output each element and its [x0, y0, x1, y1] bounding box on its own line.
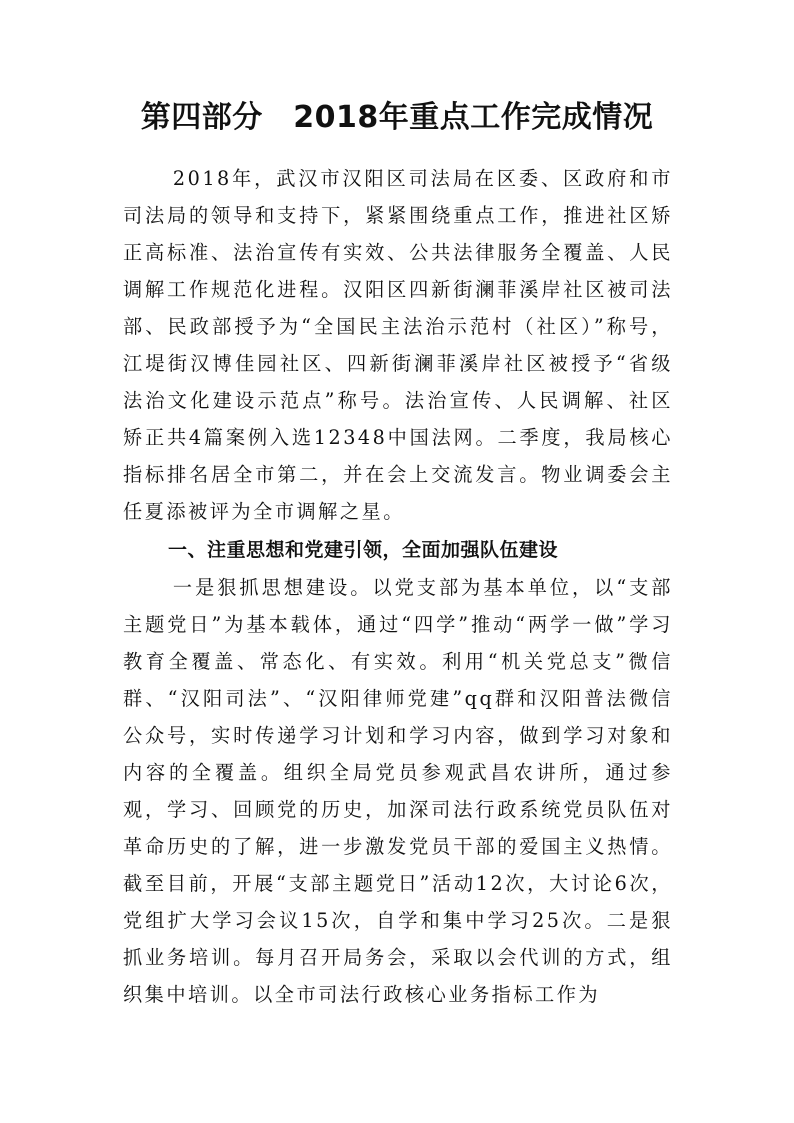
- document-title: 第四部分 2018年重点工作完成情况: [140, 100, 654, 135]
- intro-paragraph: 2018年，武汉市汉阳区司法局在区委、区政府和市司法局的领导和支持下，紧紧围绕重点工作，推进社区矫正高标准、法治宣传有实效、公共法律服务全覆盖、人民调解工作规范化进程。汉阳区四新街澜菲溪岸社区被司法部、民政部授予为“全国民主法治示范村（社区）”称号，江堤街汉博佳园社区、四新街澜菲溪岸社区被授予“省级法治文化建设示范点”称号。法治宣传、人民调解、社区矫正共4篇案例入选12348中国法网。二季度，我局核心指标排名居全市第二，并在会上交流发言。物业调委会主任夏添被评为全市调解之星。: [123, 167, 673, 523]
- section-1-heading: 一、注重思想和党建引领，全面加强队伍建设: [168, 539, 559, 561]
- section-1-paragraph: 一是狠抓思想建设。以党支部为基本单位，以“支部主题党日”为基本载体，通过“四学”推动“两学一做”学习教育全覆盖、常态化、有实效。利用“机关党总支”微信群、“汉阳司法”、“汉阳律师党建”qq群和汉阳普法微信公众号，实时传递学习计划和学习内容，做到学习对象和内容的全覆盖。组织全局党员参观武昌农讲所，通过参观，学习、回顾党的历史，加深司法行政系统党员队伍对革命历史的了解，进一步激发党员干部的爱国主义热情。截至目前，开展“支部主题党日”活动12次，大讨论6次，党组扩大学习会议15次，自学和集中学习25次。二是狠抓业务培训。每月召开局务会，采取以会代训的方式，组织集中培训。以全市司法行政核心业务指标工作为: [123, 576, 673, 1006]
